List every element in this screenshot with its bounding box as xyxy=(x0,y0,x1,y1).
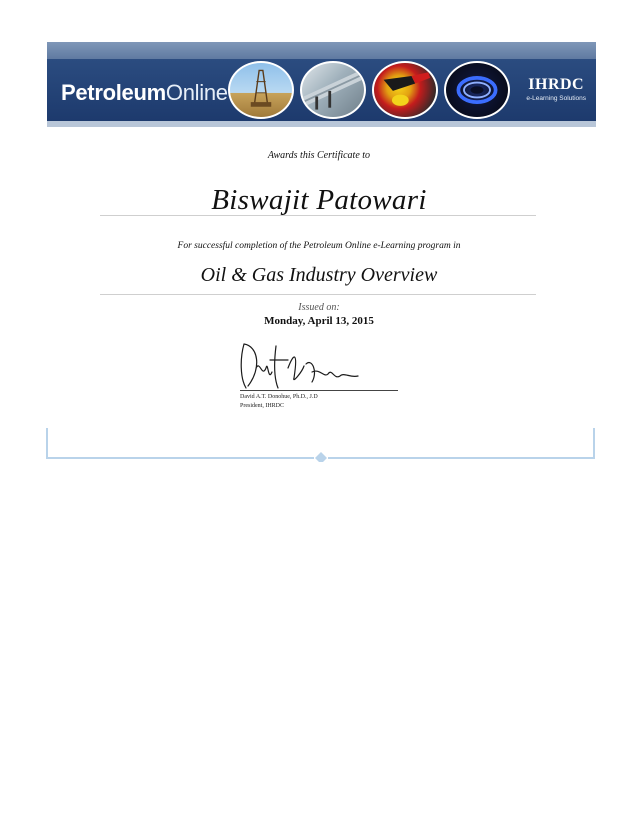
course-title: Oil & Gas Industry Overview xyxy=(200,264,438,286)
oil-rig-photo xyxy=(228,61,294,119)
frame-diamond-ornament xyxy=(315,452,327,462)
petroleum-online-logo xyxy=(61,80,228,106)
oil-rig-illustration xyxy=(230,63,292,117)
fuel-nozzle-illustration xyxy=(374,63,436,117)
course-underline xyxy=(100,294,536,295)
brand-name-part2: Online xyxy=(165,80,228,105)
banner-bottom-strip xyxy=(47,121,596,127)
signature xyxy=(236,338,376,394)
banner-top-strip xyxy=(47,42,596,59)
awards-text: Awards this Certificate to xyxy=(267,150,371,161)
brand-name-part1: Petroleum xyxy=(61,80,166,105)
issued-date: Monday, April 13, 2015 xyxy=(264,315,374,327)
issued-label: Issued on: xyxy=(298,302,340,313)
gas-flame-photo xyxy=(444,61,510,119)
signatory-name: David A.T. Donohue, Ph.D., J.D xyxy=(240,394,318,400)
header-banner xyxy=(47,42,596,127)
name-underline xyxy=(100,215,536,216)
pipeline-photo xyxy=(300,61,366,119)
signature-line xyxy=(240,390,398,391)
pipeline-illustration xyxy=(302,63,364,117)
signatory-title: President, IHRDC xyxy=(240,403,284,409)
gas-flame-illustration xyxy=(446,63,508,117)
ihrdc-logo xyxy=(526,76,586,103)
certificate-frame-border xyxy=(46,428,595,462)
completion-text: For successful completion of the Petroleum Online e-Learning program in xyxy=(177,241,461,251)
fuel-nozzle-photo xyxy=(372,61,438,119)
recipient-name: Biswajit Patowari xyxy=(211,184,427,216)
ihrdc-tagline: e-Learning Solutions xyxy=(526,95,586,102)
ihrdc-wordmark: IHRDC xyxy=(528,76,585,93)
